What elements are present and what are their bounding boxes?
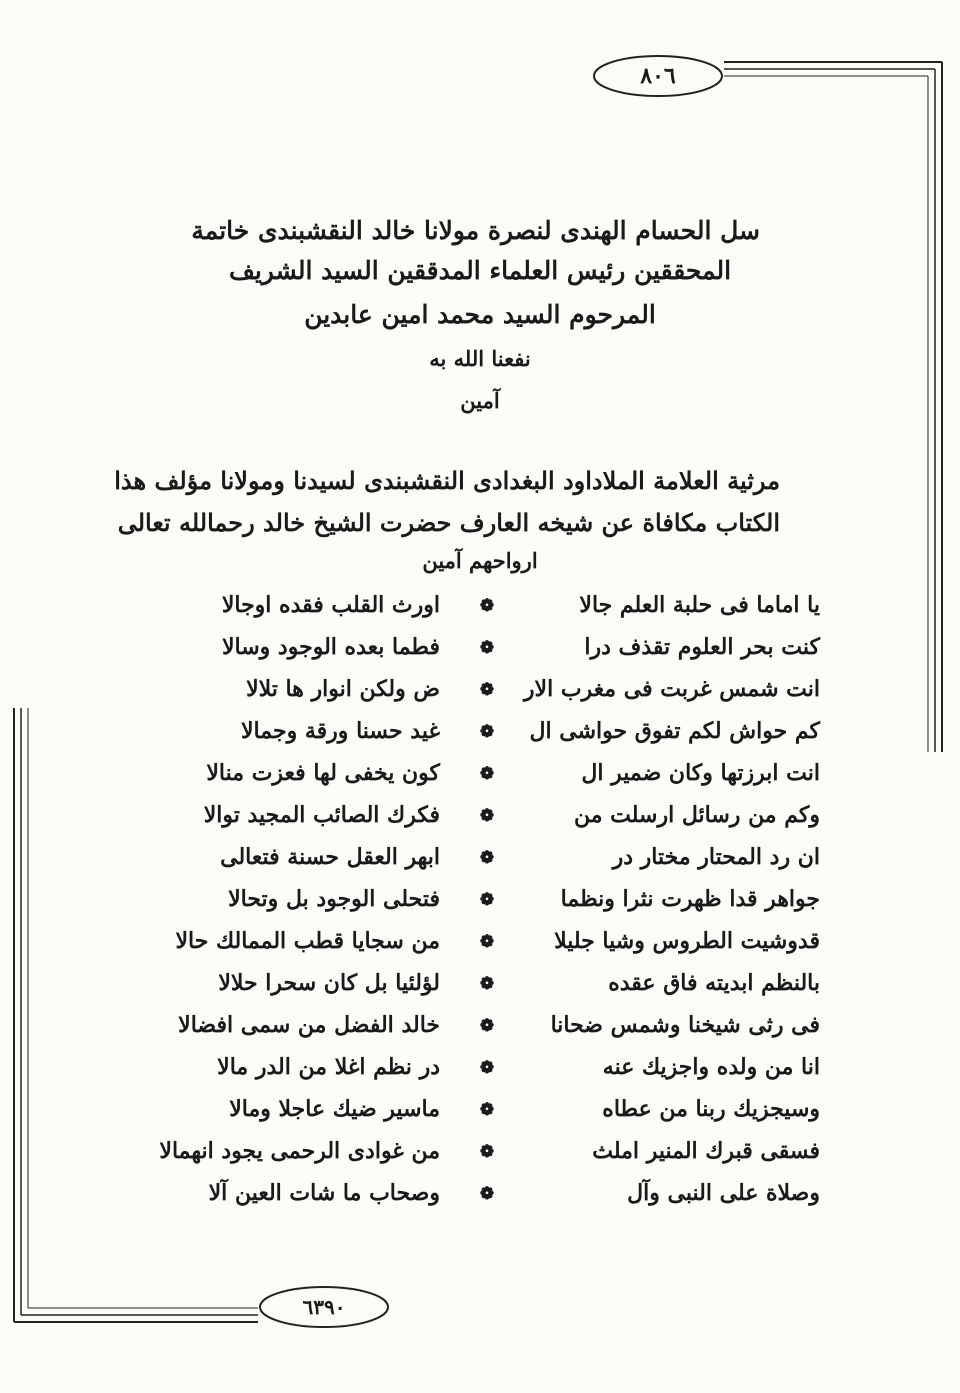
verse-second-hemistich: غيد حسنا ورقة وجمالا — [241, 718, 440, 744]
verse-second-hemistich: ابهر العقل حسنة فتعالى — [220, 844, 440, 870]
verse-first-hemistich: جواهر قدا ظهرت نثرا ونظما — [560, 886, 820, 912]
verse-first-hemistich: قدوشيت الطروس وشيا جليلا — [554, 928, 820, 954]
verse-separator-icon: ❁ — [479, 890, 495, 910]
verse — [160, 676, 820, 720]
title-line: المرحوم السيد محمد امين عابدين — [304, 300, 656, 329]
verse-second-hemistich: ض ولكن انوار ها تلالا — [246, 676, 440, 702]
verse — [160, 970, 820, 1014]
verse-first-hemistich: وسيجزيك ربنا من عطاه — [602, 1096, 820, 1122]
verse-second-hemistich: در نظم اغلا من الدر مالا — [217, 1054, 440, 1080]
verse-separator-icon: ❁ — [479, 596, 495, 616]
verse-first-hemistich: كم حواش لكم تفوق حواشى ال — [529, 718, 820, 744]
verse — [160, 886, 820, 930]
verse-second-hemistich: وصحاب ما شات العين آلا — [208, 1180, 440, 1206]
verse-first-hemistich: كنت بحر العلوم تقذف درا — [584, 634, 820, 660]
verse-separator-icon: ❁ — [479, 1016, 495, 1036]
verse-second-hemistich: كون يخفى لها فعزت منالا — [206, 760, 440, 786]
verse-separator-icon: ❁ — [479, 764, 495, 784]
verse-separator-icon: ❁ — [479, 1100, 495, 1120]
title-line: سل الحسام الهندى لنصرة مولانا خالد النقشبندى خاتمة — [191, 216, 760, 245]
verse — [160, 928, 820, 972]
intro-line: مرثية العلامة الملاداود البغدادى النقشبندى لسيدنا ومولانا مؤلف هذا — [114, 466, 780, 495]
verse — [160, 634, 820, 678]
verse-separator-icon: ❁ — [479, 638, 495, 658]
intro-line: ارواحهم آمين — [422, 548, 538, 573]
verse-first-hemistich: وصلاة على النبى وآل — [627, 1180, 820, 1206]
verse — [160, 1012, 820, 1056]
title-line: نفعنا الله به — [429, 346, 531, 371]
title-line: آمين — [460, 388, 500, 413]
verse-separator-icon: ❁ — [479, 806, 495, 826]
verse-first-hemistich: انت ابرزتها وكان ضمير ال — [581, 760, 820, 786]
verse-first-hemistich: ان رد المحتار مختار در — [612, 844, 820, 870]
verse-second-hemistich: من سجايا قطب الممالك حالا — [175, 928, 440, 954]
verse — [160, 1180, 820, 1224]
verse — [160, 844, 820, 888]
verse-second-hemistich: فطما بعده الوجود وسالا — [221, 634, 440, 660]
verse-second-hemistich: فتحلى الوجود بل وتحالا — [228, 886, 440, 912]
verse-first-hemistich: فى رثى شيخنا وشمس ضحانا — [550, 1012, 820, 1038]
verse-first-hemistich: انا من ولده واجزيك عنه — [602, 1054, 820, 1080]
verse-separator-icon: ❁ — [479, 848, 495, 868]
verse-first-hemistich: انت شمس غربت فى مغرب الار — [523, 676, 820, 702]
verse — [160, 1096, 820, 1140]
verse — [160, 802, 820, 846]
verse-separator-icon: ❁ — [479, 680, 495, 700]
verse — [160, 592, 820, 636]
verse-second-hemistich: ماسير ضيك عاجلا ومالا — [229, 1096, 440, 1122]
verse-separator-icon: ❁ — [479, 1184, 495, 1204]
page-number-bottom: ٦٣٩٠ — [302, 1295, 346, 1319]
verse — [160, 760, 820, 804]
verse-first-hemistich: يا اماما فى حلبة العلم جالا — [579, 592, 820, 618]
verse-second-hemistich: فكرك الصائب المجيد توالا — [203, 802, 440, 828]
verse-separator-icon: ❁ — [479, 932, 495, 952]
verse-second-hemistich: خالد الفضل من سمى افضالا — [178, 1012, 440, 1038]
title-line: المحققين رئيس العلماء المدققين السيد الشريف — [228, 256, 732, 285]
verse-second-hemistich: اورث القلب فقده اوجالا — [221, 592, 440, 618]
page-number-top: ٨٠٦ — [640, 63, 676, 89]
verse-separator-icon: ❁ — [479, 974, 495, 994]
verse-first-hemistich: وكم من رسائل ارسلت من — [573, 802, 820, 828]
verse-first-hemistich: فسقى قبرك المنير املث — [592, 1138, 820, 1164]
verse-first-hemistich: بالنظم ابديته فاق عقده — [608, 970, 820, 996]
intro-line: الكتاب مكافاة عن شيخه العارف حضرت الشيخ خالد رحمالله تعالى — [117, 508, 780, 537]
verse — [160, 1138, 820, 1182]
verse-separator-icon: ❁ — [479, 1142, 495, 1162]
verse-separator-icon: ❁ — [479, 1058, 495, 1078]
verse — [160, 718, 820, 762]
verse-second-hemistich: من غوادى الرحمى يجود انهمالا — [159, 1138, 440, 1164]
verse-separator-icon: ❁ — [479, 722, 495, 742]
verse — [160, 1054, 820, 1098]
verse-second-hemistich: لؤلئيا بل كان سحرا حلالا — [218, 970, 440, 996]
